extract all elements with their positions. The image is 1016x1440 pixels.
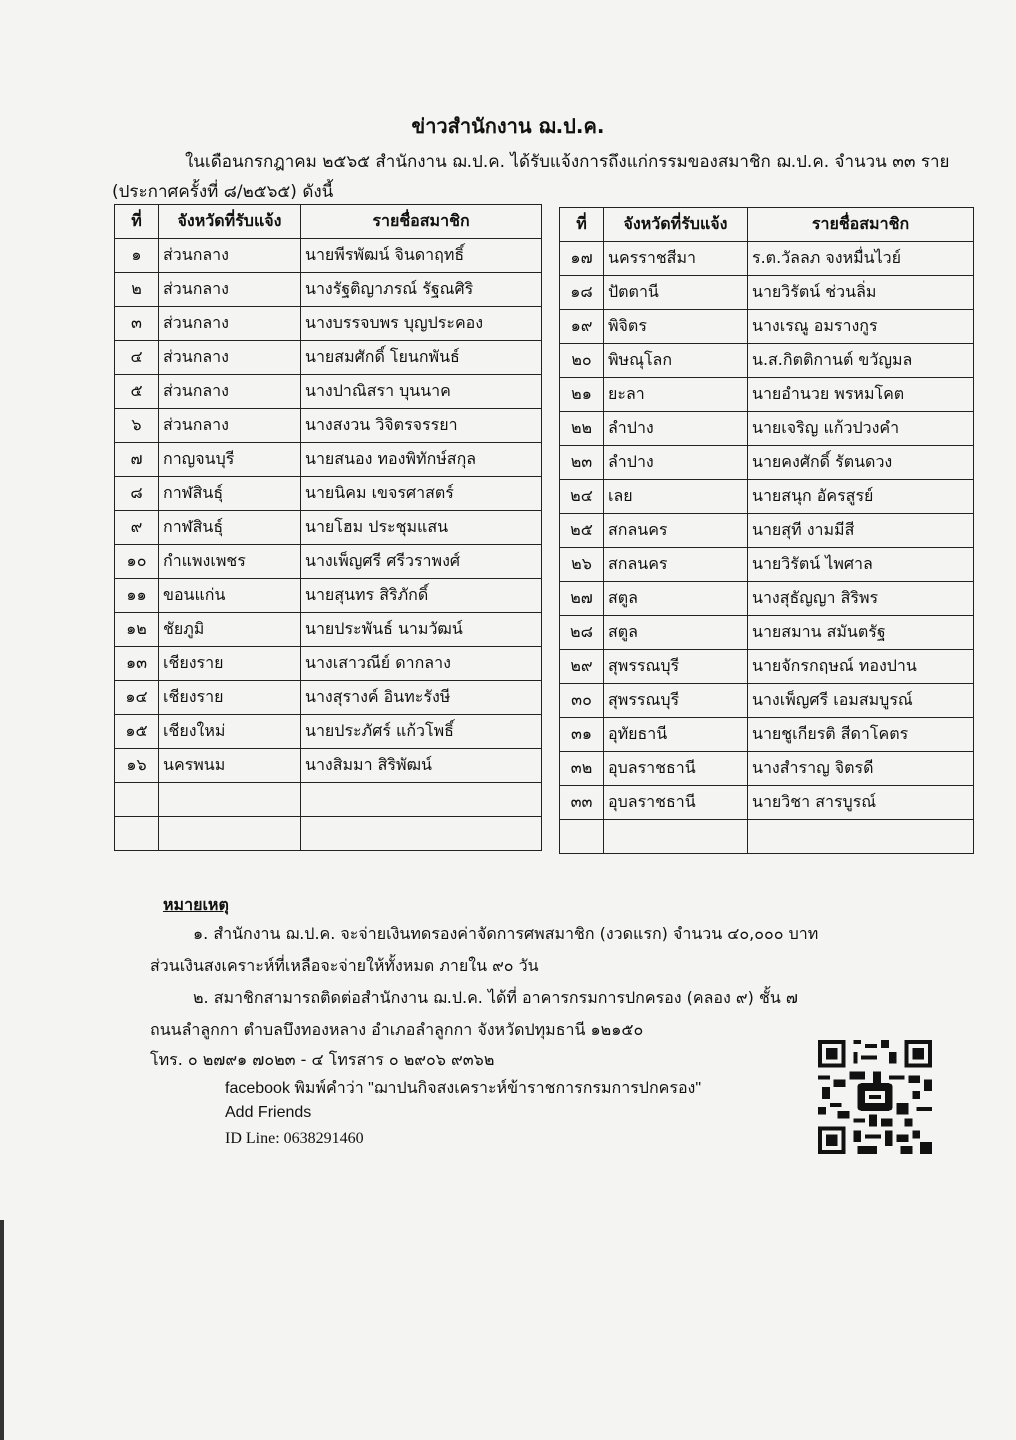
member-province: สุพรรณบุรี (604, 684, 748, 718)
member-no: ๒๑ (560, 378, 604, 412)
member-name: นายสุนทร สิริภักดิ์ (301, 579, 542, 613)
table-row (560, 514, 974, 548)
member-no: ๒๒ (560, 412, 604, 446)
member-province: ส่วนกลาง (159, 375, 301, 409)
table-row (115, 579, 542, 613)
member-name: นายสนอง ทองพิทักษ์สกุล (301, 443, 542, 477)
member-no: ๑๐ (115, 545, 159, 579)
member-no: ๓ (115, 307, 159, 341)
remark-1-line-1: ๑. สำนักงาน ฌ.ป.ค. จะจ่ายเงินทดรองค่าจัดการศพสมาชิก (งวดแรก) จำนวน ๔๐,๐๐๐ บาท (193, 924, 819, 943)
member-no: ๕ (115, 375, 159, 409)
member-name: นายพีรพัฒน์ จินดาฤทธิ์ (301, 239, 542, 273)
table-row (115, 647, 542, 681)
header-no: ที่ (560, 208, 604, 242)
member-no (115, 817, 159, 851)
page-title: ข่าวสำนักงาน ฌ.ป.ค. (411, 114, 605, 138)
table-row (115, 307, 542, 341)
member-province (159, 783, 301, 817)
table-row (560, 480, 974, 514)
member-name: นายสมาน สมันตรัฐ (748, 616, 974, 650)
member-province: เชียงใหม่ (159, 715, 301, 749)
table-row (560, 412, 974, 446)
member-no: ๑ (115, 239, 159, 273)
table-row (560, 548, 974, 582)
member-no: ๔ (115, 341, 159, 375)
member-name: นางปาณิสรา บุนนาค (301, 375, 542, 409)
table-row (115, 545, 542, 579)
table-row (115, 375, 542, 409)
table-row (115, 273, 542, 307)
member-name: นายสมศักดิ์ โยนกพันธ์ (301, 341, 542, 375)
facebook-text: facebook พิมพ์คำว่า "ฌาปนกิจสงเคราะห์ข้าราชการกรมการปกครอง" (225, 1080, 702, 1097)
table-row (560, 820, 974, 854)
add-friends-text: Add Friends (225, 1104, 312, 1121)
member-province: กำแพงเพชร (159, 545, 301, 579)
member-province: ลำปาง (604, 412, 748, 446)
member-province: สกลนคร (604, 514, 748, 548)
table-row (115, 613, 542, 647)
member-name: นายนิคม เขจรศาสตร์ (301, 477, 542, 511)
member-province: ปัตตานี (604, 276, 748, 310)
member-province: เชียงราย (159, 681, 301, 715)
member-no: ๒๔ (560, 480, 604, 514)
table-row (560, 378, 974, 412)
table-row (115, 409, 542, 443)
member-name: นายชูเกียรติ สีดาโคตร (748, 718, 974, 752)
member-no: ๘ (115, 477, 159, 511)
table-row (115, 239, 542, 273)
member-name: นางบรรจบพร บุญประคอง (301, 307, 542, 341)
members-table-right (559, 207, 974, 854)
intro-line-2: (ประกาศครั้งที่ ๘/๒๕๖๕) ดังนี้ (112, 182, 334, 202)
member-province: สตูล (604, 582, 748, 616)
member-province: ขอนแก่น (159, 579, 301, 613)
header-name: รายชื่อสมาชิก (301, 205, 542, 239)
table-row (560, 276, 974, 310)
member-no: ๒๐ (560, 344, 604, 378)
remarks-heading: หมายเหตุ (163, 895, 229, 914)
header-province: จังหวัดที่รับแจ้ง (159, 205, 301, 239)
remark-2-line-1: ๒. สมาชิกสามารถติดต่อสำนักงาน ฌ.ป.ค. ได้ที่ อาคารกรมการปกครอง (คลอง ๙) ชั้น ๗ (193, 988, 798, 1007)
member-province: เลย (604, 480, 748, 514)
table-row (560, 310, 974, 344)
member-name: นางสิมมา สิริพัฒน์ (301, 749, 542, 783)
member-province: ส่วนกลาง (159, 239, 301, 273)
table-row (115, 477, 542, 511)
member-no: ๒ (115, 273, 159, 307)
member-province: ส่วนกลาง (159, 341, 301, 375)
member-no: ๑๑ (115, 579, 159, 613)
member-province: ส่วนกลาง (159, 273, 301, 307)
member-name: นางเพ็ญศรี ศรีวราพงศ์ (301, 545, 542, 579)
member-no: ๑๔ (115, 681, 159, 715)
member-province: ส่วนกลาง (159, 307, 301, 341)
member-no: ๓๑ (560, 718, 604, 752)
member-name (748, 820, 974, 854)
member-no: ๒๓ (560, 446, 604, 480)
table-header-row (115, 205, 542, 239)
member-name: นายเจริญ แก้วปวงคำ (748, 412, 974, 446)
table-row (115, 341, 542, 375)
member-name: นางสุรางค์ อินทะรังษี (301, 681, 542, 715)
member-name: น.ส.กิตติกานต์ ขวัญมล (748, 344, 974, 378)
table-row (115, 783, 542, 817)
table-row (560, 446, 974, 480)
remark-1-line-2: ส่วนเงินสงเคราะห์ที่เหลือจะจ่ายให้ทั้งหมด ภายใน ๙๐ วัน (150, 956, 539, 975)
member-province: ยะลา (604, 378, 748, 412)
member-no: ๑๗ (560, 242, 604, 276)
member-name: ร.ต.วัลลภ จงหมื่นไวย์ (748, 242, 974, 276)
member-province: เชียงราย (159, 647, 301, 681)
table-row (115, 749, 542, 783)
member-name: นายวิรัตน์ ช่วนลิ่ม (748, 276, 974, 310)
member-name: นายสุที งามมีสี (748, 514, 974, 548)
table-row (560, 616, 974, 650)
table-row (560, 344, 974, 378)
member-name: นางรัฐติญาภรณ์ รัฐณศิริ (301, 273, 542, 307)
member-name: นางเสาวณีย์ ดากลาง (301, 647, 542, 681)
table-row (115, 681, 542, 715)
member-province: สตูล (604, 616, 748, 650)
table-row (115, 817, 542, 851)
member-name: นายประพันธ์ นามวัฒน์ (301, 613, 542, 647)
member-province: สกลนคร (604, 548, 748, 582)
phone-fax: โทร. ๐ ๒๗๙๑ ๗๐๒๓ - ๔ โทรสาร ๐ ๒๙๐๖ ๙๓๖๒ (150, 1050, 495, 1069)
member-no: ๒๗ (560, 582, 604, 616)
table-row (560, 684, 974, 718)
member-name: นายประภัศร์ แก้วโพธิ์ (301, 715, 542, 749)
member-name: นายจักรกฤษณ์ ทองปาน (748, 650, 974, 684)
member-province: กาญจนบุรี (159, 443, 301, 477)
table-row (560, 786, 974, 820)
header-name: รายชื่อสมาชิก (748, 208, 974, 242)
scan-edge-shadow (0, 1220, 4, 1440)
member-no (115, 783, 159, 817)
member-no: ๗ (115, 443, 159, 477)
member-province: ลำปาง (604, 446, 748, 480)
table-row (115, 443, 542, 477)
member-name: นายคงศักดิ์ รัตนดวง (748, 446, 974, 480)
member-no: ๓๓ (560, 786, 604, 820)
line-id-text: ID Line: 0638291460 (225, 1130, 364, 1147)
member-province (604, 820, 748, 854)
member-name: นายสนุก อัครสูรย์ (748, 480, 974, 514)
member-name: นางสุธัญญา สิริพร (748, 582, 974, 616)
member-province: นครพนม (159, 749, 301, 783)
member-province: กาฬสินธุ์ (159, 511, 301, 545)
member-province: อุทัยธานี (604, 718, 748, 752)
member-province: นครราชสีมา (604, 242, 748, 276)
remark-2-line-2: ถนนลำลูกกา ตำบลบึงทองหลาง อำเภอลำลูกกา จังหวัดปทุมธานี ๑๒๑๕๐ (150, 1020, 644, 1039)
table-row (115, 511, 542, 545)
table-row (560, 242, 974, 276)
qr-code-icon (818, 1040, 932, 1154)
member-no: ๖ (115, 409, 159, 443)
member-no: ๓๒ (560, 752, 604, 786)
members-table-left (114, 204, 542, 851)
member-no: ๒๖ (560, 548, 604, 582)
member-no: ๑๒ (115, 613, 159, 647)
member-name: นางสงวน วิจิตรจรรยา (301, 409, 542, 443)
member-no: ๒๙ (560, 650, 604, 684)
member-name: นางสำราญ จิตรดี (748, 752, 974, 786)
header-no: ที่ (115, 205, 159, 239)
member-no: ๙ (115, 511, 159, 545)
member-province (159, 817, 301, 851)
table-row (560, 650, 974, 684)
member-name: นายโฮม ประชุมแสน (301, 511, 542, 545)
member-no: ๑๕ (115, 715, 159, 749)
member-province: พิจิตร (604, 310, 748, 344)
member-province: สุพรรณบุรี (604, 650, 748, 684)
intro-line-1: ในเดือนกรกฎาคม ๒๕๖๕ สำนักงาน ฌ.ป.ค. ได้รับแจ้งการถึงแก่กรรมของสมาชิก ฌ.ป.ค. จำนวน ๓๓ ราย (185, 152, 950, 172)
member-province: อุบลราชธานี (604, 752, 748, 786)
member-province: ส่วนกลาง (159, 409, 301, 443)
table-row (560, 752, 974, 786)
member-province: พิษณุโลก (604, 344, 748, 378)
member-name: นายวิชา สารบูรณ์ (748, 786, 974, 820)
member-no: ๓๐ (560, 684, 604, 718)
member-no: ๑๘ (560, 276, 604, 310)
member-name (301, 783, 542, 817)
member-province: ชัยภูมิ (159, 613, 301, 647)
member-name: นายวิรัตน์ ไพศาล (748, 548, 974, 582)
member-name (301, 817, 542, 851)
table-header-row (560, 208, 974, 242)
member-province: กาฬสินธุ์ (159, 477, 301, 511)
member-no: ๑๓ (115, 647, 159, 681)
member-name: นายอำนวย พรหมโคต (748, 378, 974, 412)
member-no: ๒๘ (560, 616, 604, 650)
header-province: จังหวัดที่รับแจ้ง (604, 208, 748, 242)
table-row (560, 718, 974, 752)
table-row (115, 715, 542, 749)
member-no (560, 820, 604, 854)
member-no: ๒๕ (560, 514, 604, 548)
member-name: นางเพ็ญศรี เอมสมบูรณ์ (748, 684, 974, 718)
member-no: ๑๙ (560, 310, 604, 344)
member-province: อุบลราชธานี (604, 786, 748, 820)
table-row (560, 582, 974, 616)
member-name: นางเรณู อมรางกูร (748, 310, 974, 344)
member-no: ๑๖ (115, 749, 159, 783)
